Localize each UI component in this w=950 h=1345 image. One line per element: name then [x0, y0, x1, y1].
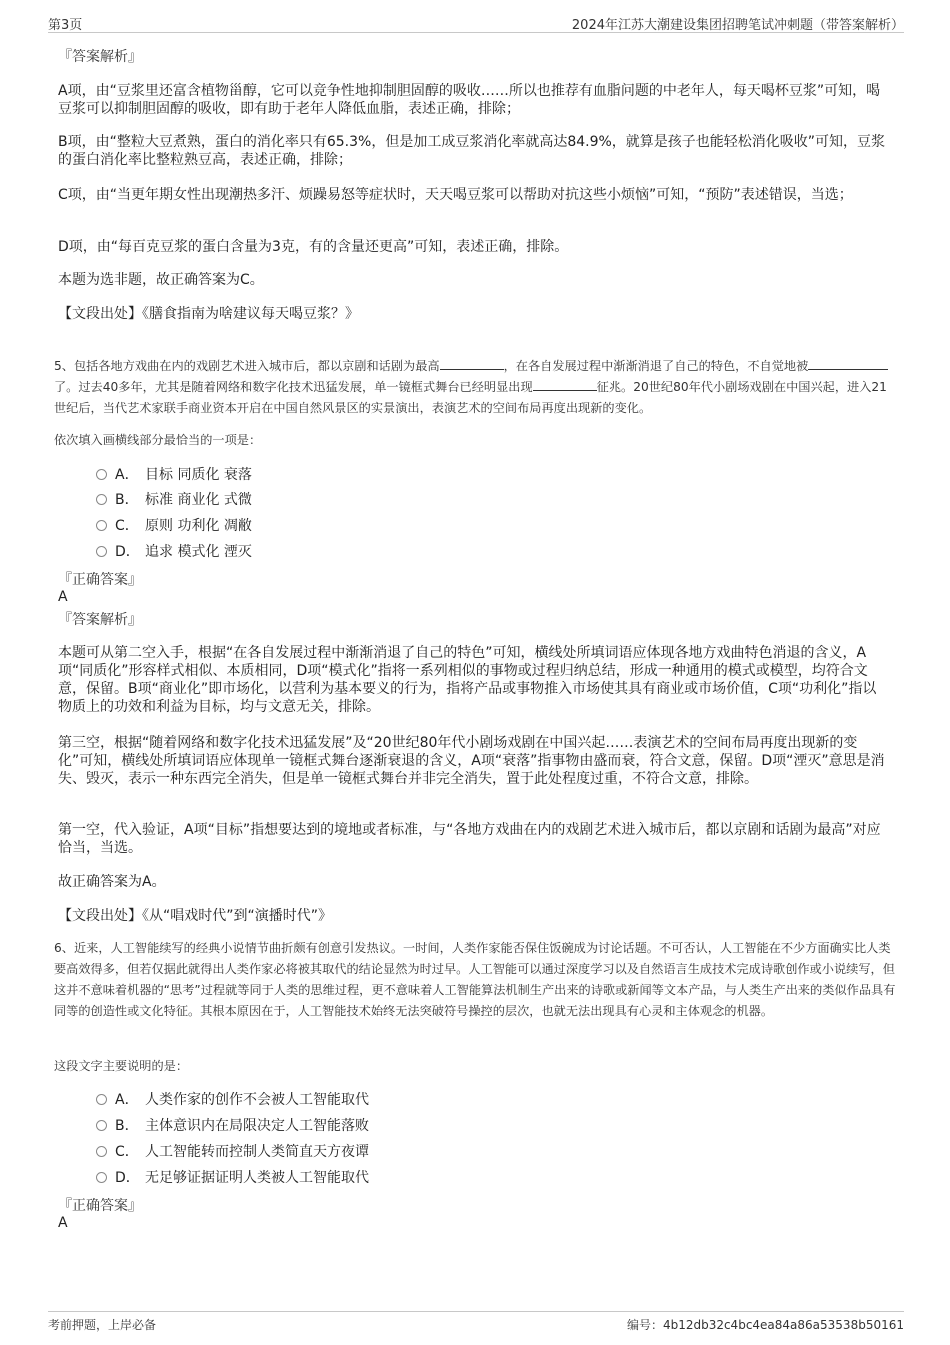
q4-explain-d: D项，由“每百克豆浆的蛋白含量为3克，有的含量还更高”可知，表述正确，排除。 — [58, 239, 569, 255]
radio-icon[interactable] — [96, 1120, 107, 1131]
page-number: 第3页 — [48, 18, 83, 33]
q4-explain-a: A项，由“豆浆里还富含植物甾醇，它可以竞争性地抑制胆固醇的吸收……所以也推荐有血脂问题的中老年人，每天喝杯豆浆”可知，喝豆浆可以抑制胆固醇的吸收，即有助于老年人降低血脂，表述正确，排除； — [58, 83, 881, 117]
footer-slogan: 考前押题，上岸必备 — [48, 1318, 157, 1332]
q5-option-b[interactable]: B． 标准 商业化 式微 — [96, 490, 252, 510]
page-header — [48, 14, 904, 33]
q6-option-d[interactable]: D． 无足够证据证明人类被人工智能取代 — [96, 1168, 369, 1188]
page-footer — [48, 1311, 904, 1336]
blank-2 — [808, 357, 888, 370]
q6-option-b[interactable]: B． 主体意识内在局限决定人工智能落败 — [96, 1116, 369, 1136]
q5-conclusion: 故正确答案为A。 — [58, 874, 166, 890]
q5-answer: A — [58, 589, 68, 605]
document-title: 2024年江苏大潮建设集团招聘笔试冲刺题（带答案解析） — [571, 18, 904, 33]
q5-option-d[interactable]: D． 追求 模式化 湮灭 — [96, 542, 252, 562]
q5-source: 【文段出处】《从“唱戏时代”到“演播时代”》 — [58, 908, 333, 924]
q5-explain-1: 本题可从第二空入手，根据“在各自发展过程中渐渐消退了自己的特色”可知，横线处所填词语应体现各地方戏曲特色消退的含义，A项“同质化”形容样式相似、本质相同，D项“模式化”指将一系列相似的事物或过程归纳总结，形成一种通用的模式或模型，均符合文意，保留。B项“商业化”即市场化，以营利为基本要义的行为，指将产品或事物推入市场使其具有商业或市场价值，C项“功利化”指以物质上的功效和利益为目标，均与文意无关，排除。 — [58, 645, 877, 715]
radio-icon[interactable] — [96, 546, 107, 557]
q5-option-c[interactable]: C． 原则 功利化 凋敝 — [96, 516, 252, 536]
q5-option-a[interactable]: A． 目标 同质化 衰落 — [96, 465, 252, 485]
question-5-prompt: 依次填入画横线部分最恰当的一项是： — [54, 433, 262, 447]
question-5-text: 5、包括各地方戏曲在内的戏剧艺术进入城市后，都以京剧和话剧为最高 ，在各自发展过程中渐渐消退了自己的特色，不自觉地被了。过去40多年，尤其是随着网络和数字化技术迅猛发展，单一镜框式舞台已经明显出现 征兆。20世纪80年代小剧场戏剧在中国兴起，进入21世纪后，当代艺术家联手商业资本开启在中国自然风景区的实景演出，表演艺术的空间布局再度出现新的变化。 — [54, 359, 887, 415]
q4-explain-b: B项，由“整粒大豆煮熟，蛋白的消化率只有65.3%，但是加工成豆浆消化率就高达84.9%，就算是孩子也能轻松消化吸收”可知，豆浆的蛋白消化率比整粒熟豆高，表述正确，排除； — [58, 134, 886, 168]
q5-explain-3: 第一空，代入验证，A项“目标”指想要达到的境地或者标准，与“各地方戏曲在内的戏剧艺术进入城市后，都以京剧和话剧为最高”对应恰当，当选。 — [58, 822, 881, 856]
q4-source: 【文段出处】《膳食指南为啥建议每天喝豆浆？》 — [58, 306, 359, 322]
radio-icon[interactable] — [96, 520, 107, 531]
q4-explain-label: 『答案解析』 — [58, 49, 142, 65]
radio-icon[interactable] — [96, 1172, 107, 1183]
q6-answer: A — [58, 1215, 68, 1231]
q4-explain-c: C项，由“当更年期女性出现潮热多汗、烦躁易怒等症状时，天天喝豆浆可以帮助对抗这些小烦恼”可知，“预防”表述错误，当选； — [58, 187, 853, 203]
q4-conclusion: 本题为选非题，故正确答案为C。 — [58, 272, 264, 288]
q6-option-c[interactable]: C． 人工智能转而控制人类简直天方夜谭 — [96, 1142, 369, 1162]
question-6-prompt: 这段文字主要说明的是： — [54, 1059, 189, 1073]
q6-answer-label: 『正确答案』 — [58, 1198, 142, 1214]
blank-3 — [533, 378, 597, 391]
radio-icon[interactable] — [96, 469, 107, 480]
radio-icon[interactable] — [96, 1094, 107, 1105]
q5-answer-label: 『正确答案』 — [58, 572, 142, 588]
q5-explain-2: 第三空，根据“随着网络和数字化技术迅猛发展”及“20世纪80年代小剧场戏剧在中国兴起……表演艺术的空间布局再度出现新的变化”可知，横线处所填词语应体现单一镜框式舞台逐渐衰退的含义，A项“衰落”指事物由盛而衰，符合文意，保留。D项“湮灭”意思是消失、毁灭，表示一种东西完全消失，但是单一镜框式舞台并非完全消失，置于此处程度过重，不符合文意，排除。 — [58, 735, 885, 787]
q6-option-a[interactable]: A． 人类作家的创作不会被人工智能取代 — [96, 1090, 369, 1110]
blank-1 — [440, 357, 504, 370]
radio-icon[interactable] — [96, 494, 107, 505]
document-id: 编号：4b12db32c4bc4ea84a86a53538b50161 — [626, 1318, 904, 1332]
question-6-text: 6、近来，人工智能续写的经典小说情节曲折颇有创意引发热议。一时间，人类作家能否保住饭碗成为讨论话题。不可否认，人工智能在不少方面确实比人类要高效得多，但若仅据此就得出人类作家必将被其取代的结论显然为时过早。人工智能可以通过深度学习以及自然语言生成技术完成诗歌创作或小说续写，但这并不意味着机器的“思考”过程就等同于人类的思维过程，更不意味着人工智能算法机制生产出来的诗歌或新闻等文本产品，与人类生产出来的类似作品具有同等的创造性或文化特征。其根本原因在于，人工智能技术始终无法突破符号操控的层次，也就无法出现具有心灵和主体观念的机器。 — [54, 941, 896, 1018]
q5-explain-label: 『答案解析』 — [58, 612, 142, 628]
radio-icon[interactable] — [96, 1146, 107, 1157]
